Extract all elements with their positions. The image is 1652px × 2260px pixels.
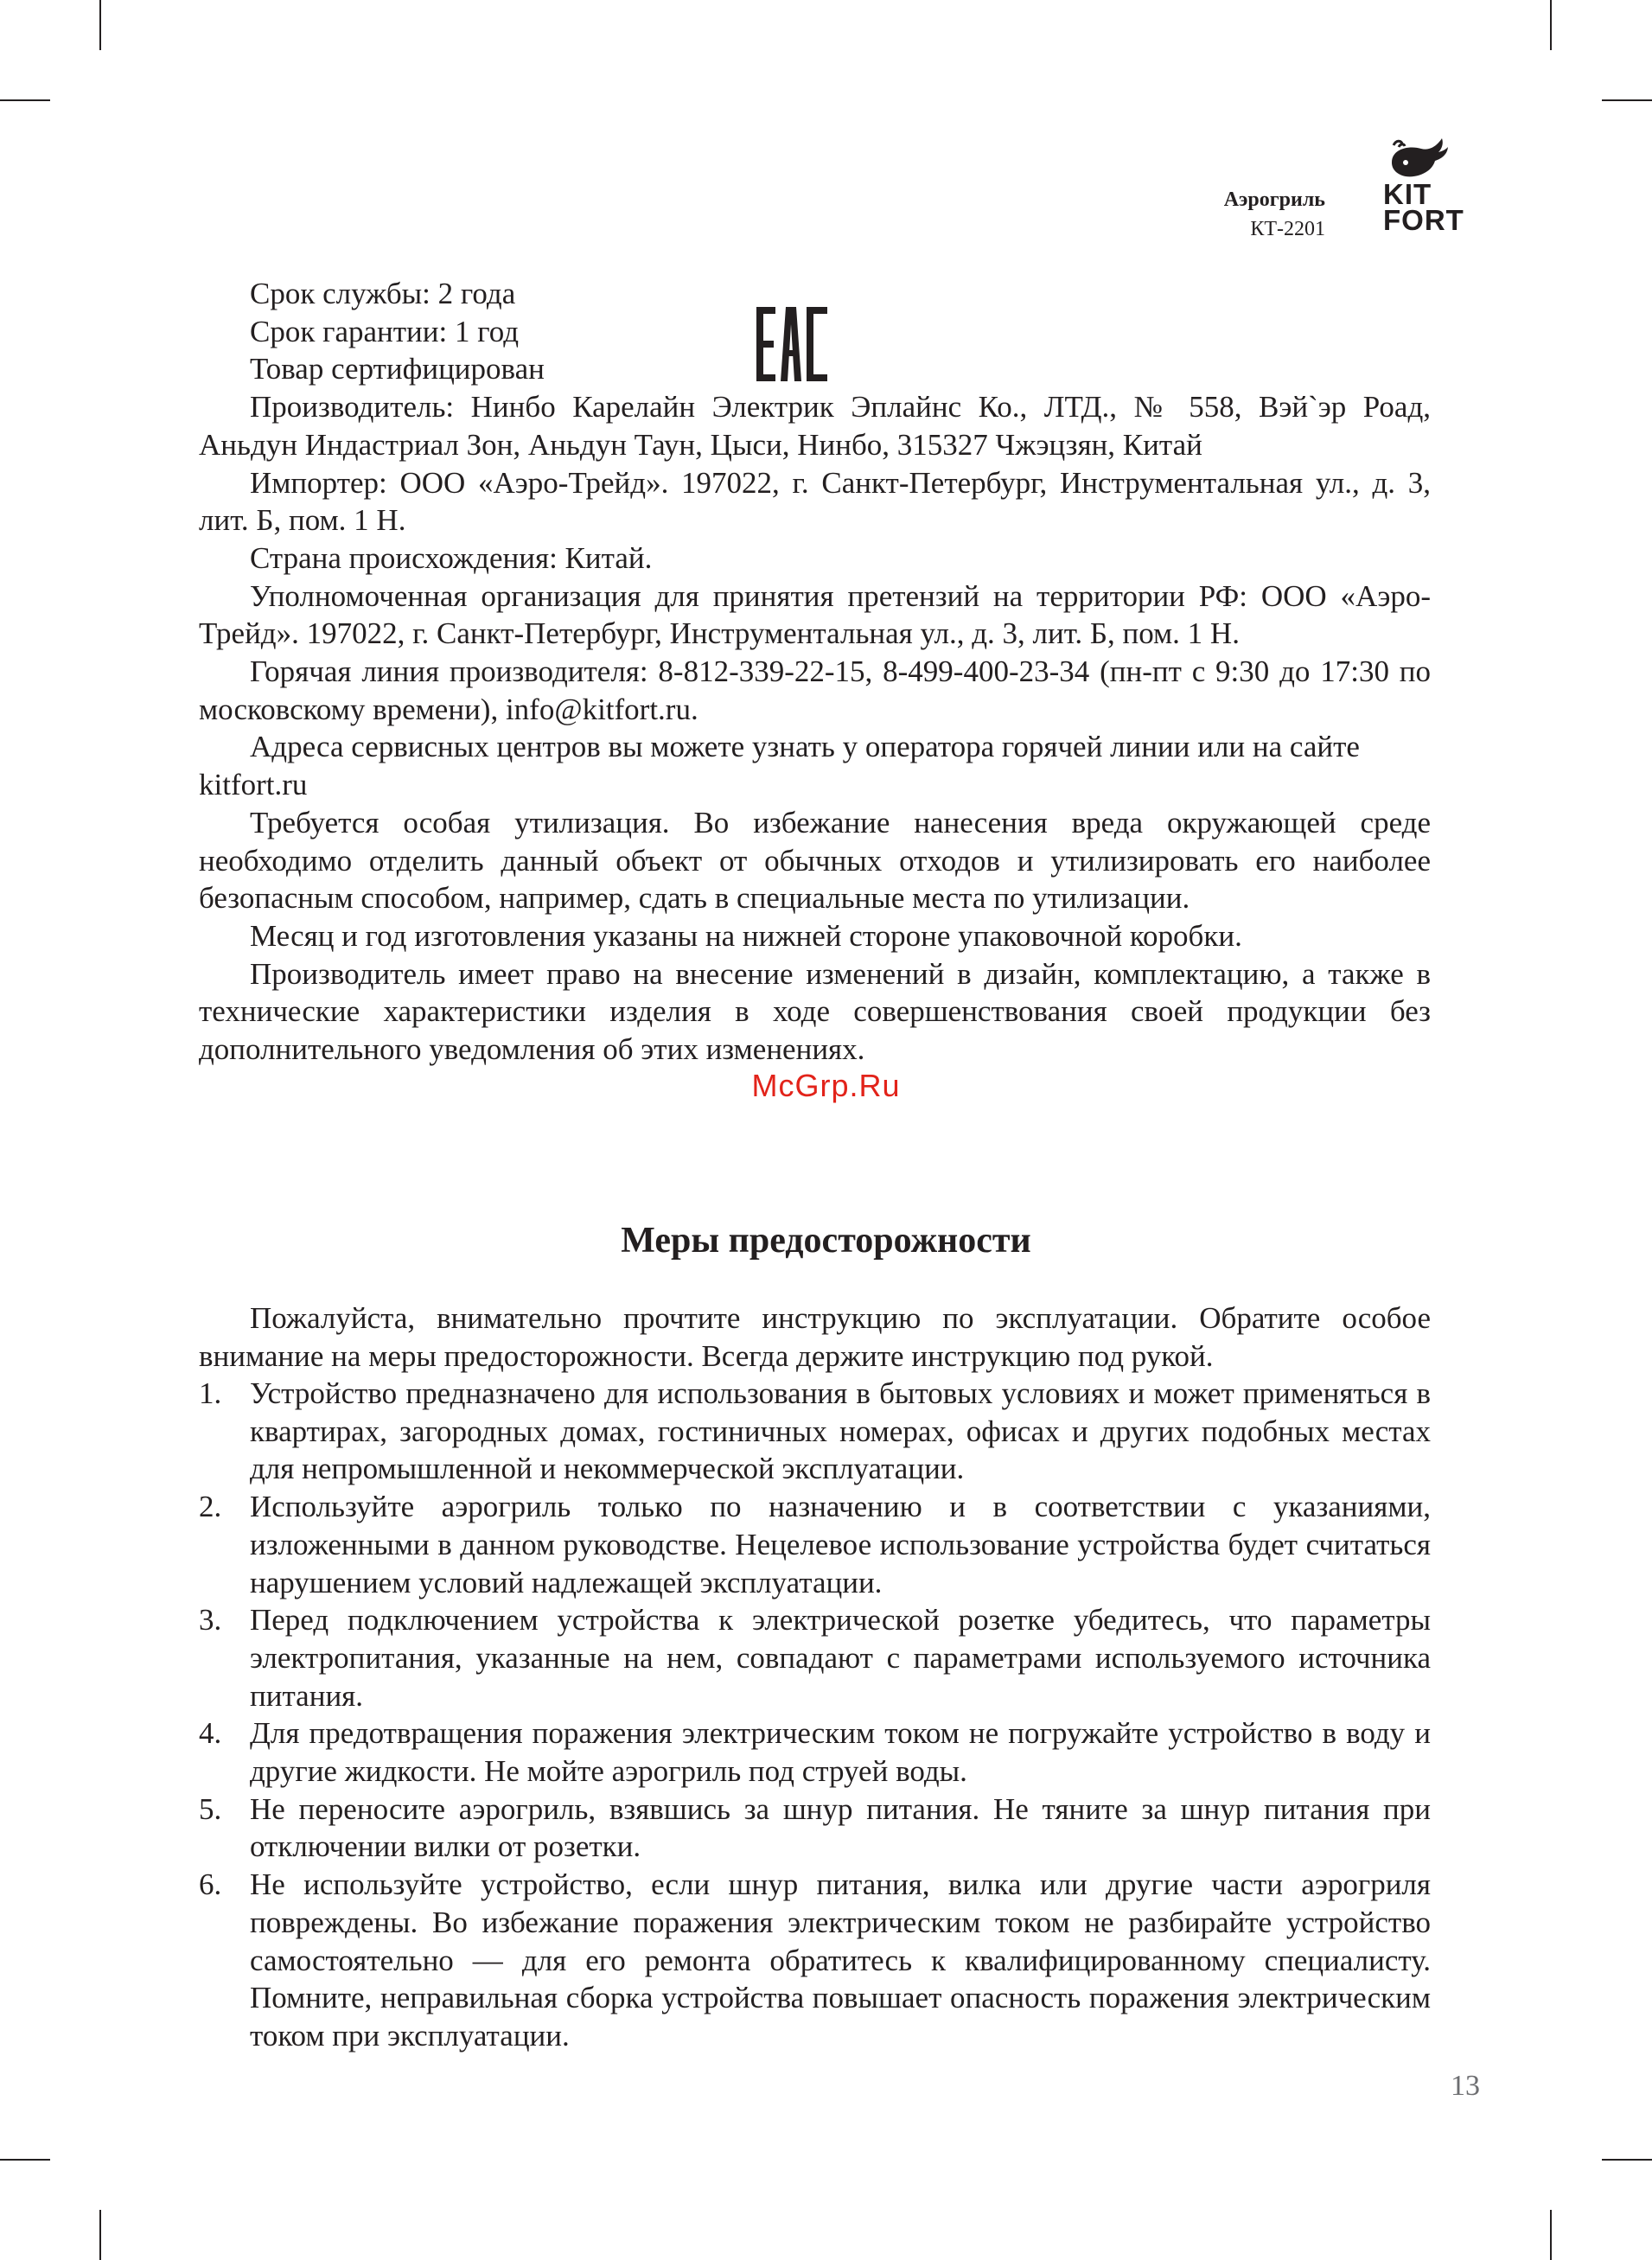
crop-mark xyxy=(1550,2210,1552,2260)
service-centers: Адреса сервисных центров вы можете узнать у оператора горячей линии или на сайте kitfort.ru xyxy=(199,730,1360,802)
list-item-number: 2. xyxy=(199,1490,222,1524)
warranty: Срок гарантии: 1 год xyxy=(250,314,520,348)
list-item-text: Для предотвращения поражения электрическим током не погружайте устройство в воду и другие жидкости. Не мойте аэрогриль под струей воды. xyxy=(250,1716,1431,1789)
logo-kit: KIT xyxy=(1383,178,1432,210)
crop-mark xyxy=(99,2210,101,2260)
list-item xyxy=(199,1488,1431,1601)
list-item-text: Устройство предназначено для использования в бытовых условиях и может применяться в квартирах, загородных домах, гостиничных номерах, офисах и других подобных местах для непромышленной и некоммерческой эксплуатации. xyxy=(250,1376,1431,1486)
importer: Импортер: ООО «Аэро-Трейд». 197022, г. Санкт-Петербург, Инструментальная ул., д. 3, лит. Б, пом. 1 Н. xyxy=(199,465,1431,538)
page-number: 13 xyxy=(1451,2070,1480,2102)
list-item xyxy=(199,1375,1431,1488)
list-item-text: Не переносите аэрогриль, взявшись за шнур питания. Не тяните за шнур питания при отключении вилки от розетки. xyxy=(250,1791,1431,1864)
list-item xyxy=(199,1714,1431,1790)
list-item-text: Не используйте устройство, если шнур питания, вилка или другие части аэрогриля повреждены. Во избежание поражения электрическим током не разбирайте устройство самостоятельно — для его ремонта обратитесь к квалифицированному специалисту. Помните, неправильная сборка устройства повышает опасность поражения электрическим током при эксплуатации. xyxy=(250,1867,1431,2053)
manufacturer: Производитель: Нинбо Карелайн Электрик Эплайнс Ко., ЛТД., № 558, Вэй`эр Роад, Аньдун Индастриал Зон, Аньдун Таун, Цыси, Нинбо, 315327 Чжэцзян, Китай xyxy=(199,390,1431,462)
changes-notice: Производитель имеет право на внесение изменений в дизайн, комплектацию, а также в технические характеристики изделия в ходе совершенствования своей продукции без дополнительного уведомления об этих изменениях. xyxy=(199,956,1431,1067)
safety-list xyxy=(199,1375,1431,2055)
whale-icon xyxy=(1388,137,1449,180)
list-item xyxy=(199,1601,1431,1714)
safety-intro-block xyxy=(199,1299,1431,1375)
kitfort-logo xyxy=(1383,137,1464,236)
list-item-text: Используйте аэрогриль только по назначению и в соответствии с указаниями, изложенными в данном руководстве. Нецелевое использование устройства будет считаться нарушением условий надлежащей эксплуатации. xyxy=(250,1490,1431,1599)
origin: Страна происхождения: Китай. xyxy=(250,540,653,575)
certified: Товар сертифицирован xyxy=(250,352,545,386)
crop-mark xyxy=(99,0,101,50)
list-item-number: 4. xyxy=(199,1716,222,1751)
logo-fort: FORT xyxy=(1383,204,1464,236)
watermark: McGrp.Ru xyxy=(751,1068,901,1103)
list-item-number: 5. xyxy=(199,1791,222,1826)
crop-mark xyxy=(1602,99,1652,101)
crop-mark xyxy=(0,99,50,101)
manufacture-date: Месяц и год изготовления указаны на нижней стороне упаковочной коробки. xyxy=(250,918,1242,953)
list-item xyxy=(199,1791,1431,1866)
list-item-text: Перед подключением устройства к электрической розетке убедитесь, что параметры электропитания, указанные на нем, совпадают с параметрами используемого источника питания. xyxy=(250,1603,1431,1713)
safety-intro: Пожалуйста, внимательно прочтите инструкцию по эксплуатации. Обратите особое внимание на меры предосторожности. Всегда держите инструкцию под рукой. xyxy=(199,1301,1431,1373)
running-header xyxy=(1224,185,1325,244)
list-item-number: 6. xyxy=(199,1867,222,1902)
hotline: Горячая линия производителя: 8-812-339-22-15, 8-499-400-23-34 (пн-пт с 9:30 до 17:30 по московскому времени), info@kitfort.ru. xyxy=(199,654,1431,726)
crop-mark xyxy=(0,2159,50,2161)
header-model: КТ-2201 xyxy=(1250,218,1325,240)
crop-mark xyxy=(1602,2159,1652,2161)
header-product: Аэрогриль xyxy=(1223,188,1325,211)
authorized-organization: Уполномоченная организация для принятия претензий на территории РФ: ООО «Аэро-Трейд». 197022, г. Санкт-Петербург, Инструментальная ул., д. 3, лит. Б, пом. 1 Н. xyxy=(199,578,1431,651)
list-item xyxy=(199,1866,1431,2055)
product-info xyxy=(199,275,1431,1069)
list-item-number: 1. xyxy=(199,1376,222,1410)
disposal: Требуется особая утилизация. Во избежание нанесения вреда окружающей среде необходимо отделить данный объект от обычных отходов и утилизировать его наиболее безопасным способом, например, сдать в специальные места по утилизации. xyxy=(199,805,1431,916)
crop-mark xyxy=(1550,0,1552,50)
list-item-number: 3. xyxy=(199,1603,222,1638)
section-title: Меры предосторожности xyxy=(621,1221,1031,1261)
service-life: Срок службы: 2 года xyxy=(250,277,516,310)
